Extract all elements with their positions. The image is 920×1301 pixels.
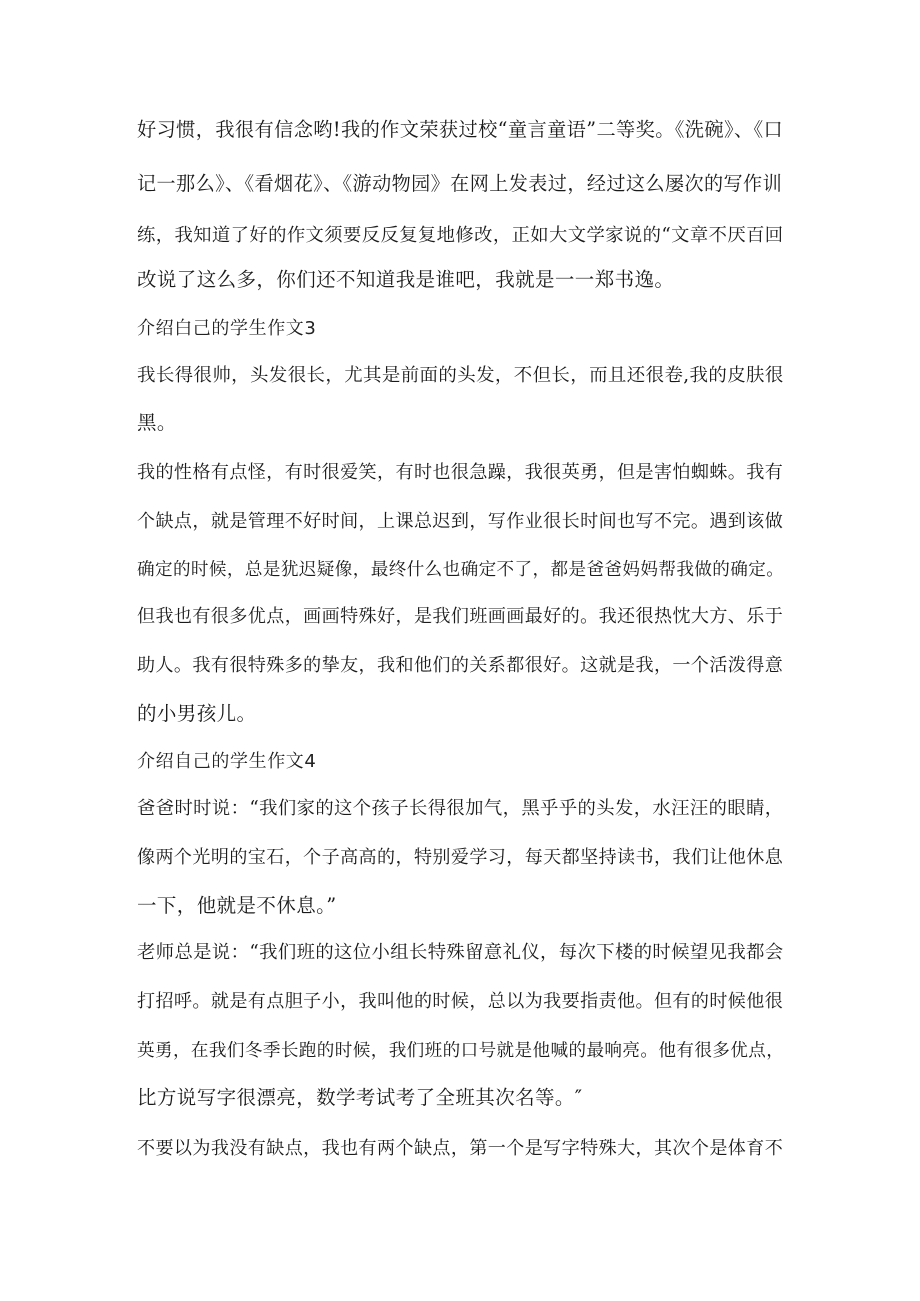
text-line: 不要以为我没有缺点，我也有两个缺点，第一个是写字特殊大，其次个是体育不 (137, 1138, 784, 1159)
text-line: 老师总是说：“我们班的这位小组长特殊留意礼仪，每次下楼的时候望见我都会 (137, 942, 784, 963)
text-line: 像两个光明的宝石，个子高高的，特别爱学习，每天都坚持读书，我们让他休息 (137, 847, 784, 868)
section-heading: 介绍白己的学生作文3 (137, 318, 317, 339)
text-line: 黑。 (137, 411, 177, 434)
text-line: 个缺点，就是管理不好时间，上课总迟到，写作业很长时间也写不完。遇到该做 (137, 511, 784, 532)
text-line: 我长得很帅，头发很长，尤其是前面的头发，不但长，而且还很卷,我的皮肤很 (137, 365, 784, 386)
text-line: 打招呼。就是有点胆子小，我叫他的时候，总以为我要指责他。但有的时候他很 (137, 991, 784, 1012)
text-line: 好习惯，我很有信念哟!我的作文荣获过校“童言童语”二等奖。《洗碗》、《口 (137, 118, 784, 141)
text-line: 比方说写字很漂亮，数学考试考了全班其次名等。″ (137, 1086, 583, 1109)
text-line: 爸爸时时说：“我们家的这个孩子长得很加气，黑乎乎的头发，水汪汪的眼睛， (137, 798, 784, 819)
text-line: 一下，他就是不休息。” (137, 894, 337, 917)
text-line: 确定的时候，总是犹迟疑像，最终什么也确定不了，都是爸爸妈妈帮我做的确定。 (137, 560, 785, 580)
text-line: 英勇，在我们冬季长跑的时候，我们班的口号就是他喊的最响亮。他有很多优点， (137, 1041, 785, 1061)
text-line: 但我也有很多优点，画画特殊好，是我们班画画最好的。我还很热忱大方、乐于 (137, 606, 784, 627)
section-heading: 介绍自己的学生作文4 (137, 751, 317, 772)
text-line: 我的性格有点怪，有时很爱笑，有时也很急躁，我很英勇，但是害怕蜘蛛。我有 (137, 462, 784, 483)
text-line: 练，我知道了好的作文须要反反复复地修改，正如大文学家说的“文章不厌百回 (137, 225, 784, 246)
text-line: 助人。我有很特殊多的挚友，我和他们的关系都很好。这就是我，一个活泼得意 (137, 655, 784, 676)
text-line: 记一那么》、《看烟花》、《游动物园》在网上发表过，经过这么屡次的写作训 (137, 172, 783, 195)
text-line: 改说了这么多，你们还不知道我是谁吧，我就是一一郑书逸。 (137, 268, 675, 291)
text-line: 的小男孩儿。 (137, 702, 257, 725)
